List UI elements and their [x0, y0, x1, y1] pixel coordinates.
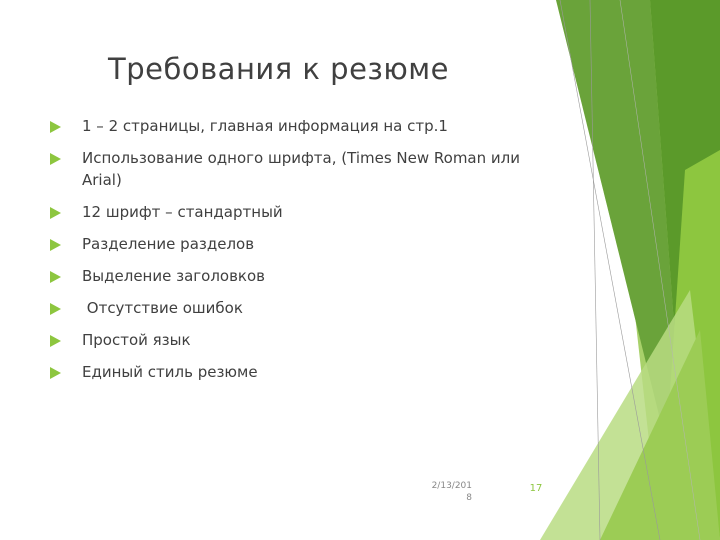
triangle-arrow-icon	[50, 367, 61, 379]
bullet-item	[50, 201, 520, 223]
bullet-text: Использование одного шрифта, (Times New Roman или Arial)	[82, 149, 520, 189]
triangle-arrow-icon	[50, 207, 61, 219]
triangle-arrow-icon	[50, 335, 61, 347]
triangle-arrow-icon	[50, 239, 61, 251]
bullet-list	[50, 115, 520, 383]
bullet-text: Единый стиль резюме	[82, 363, 258, 381]
bullet-item	[50, 233, 520, 255]
bullet-item	[50, 297, 520, 319]
slide-page-number: 17	[529, 483, 543, 494]
triangle-arrow-icon	[50, 271, 61, 283]
bullet-text: 1 – 2 страницы, главная информация на стр.1	[82, 117, 448, 135]
triangle-arrow-icon	[50, 121, 61, 133]
bullet-item	[50, 147, 520, 191]
bullet-item	[50, 361, 520, 383]
bullet-item	[50, 265, 520, 287]
bullet-item	[50, 115, 520, 137]
bullet-text: Отсутствие ошибок	[82, 299, 243, 317]
triangle-arrow-icon	[50, 153, 61, 165]
bullet-text: Разделение разделов	[82, 235, 255, 253]
bullet-item	[50, 329, 520, 351]
bullet-text: Выделение заголовков	[82, 267, 266, 285]
triangle-arrow-icon	[50, 303, 61, 315]
bullet-text: 12 шрифт – стандартный	[82, 203, 283, 221]
slide-title: Требования к резюме	[108, 52, 449, 86]
slide-date: 2/13/2018	[431, 481, 472, 503]
bullet-text: Простой язык	[82, 331, 191, 349]
